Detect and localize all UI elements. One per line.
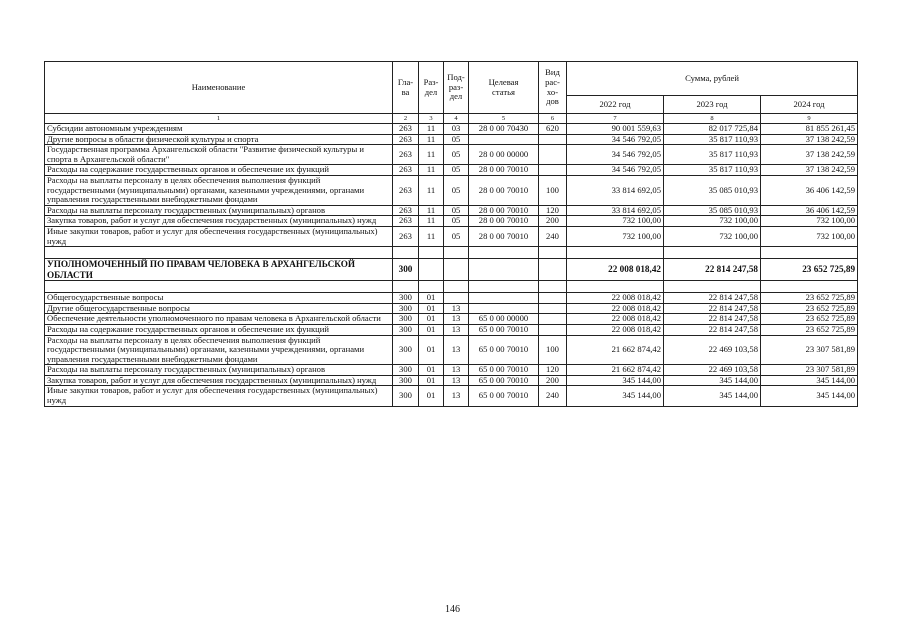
column-number-row: [45, 114, 858, 124]
row-expense-type: 240: [539, 226, 567, 246]
row-name: Закупка товаров, работ и услуг для обеспечения государственных (муниципальных) нужд: [45, 216, 393, 227]
row-glava: 263: [393, 145, 419, 165]
table-row: [45, 259, 858, 281]
row-target-article: [469, 247, 539, 259]
row-podrazdel: 13: [444, 324, 469, 335]
row-glava: 300: [393, 314, 419, 325]
row-podrazdel: 05: [444, 165, 469, 176]
row-podrazdel: [444, 259, 469, 281]
row-razdel: [419, 247, 444, 259]
row-sum-2024: [761, 247, 858, 259]
row-target-article: 65 0 00 70010: [469, 365, 539, 376]
row-target-article: 28 0 00 70010: [469, 205, 539, 216]
row-sum-2023: 35 817 110,93: [664, 165, 761, 176]
row-sum-2024: 37 138 242,59: [761, 165, 858, 176]
row-name: Расходы на выплаты персоналу государственных (муниципальных) органов: [45, 365, 393, 376]
row-sum-2024: 81 855 261,45: [761, 124, 858, 135]
row-name: Расходы на выплаты персоналу в целях обеспечения выполнения функций государственными (муниципальными) органами, казенными учреждениями, органами управления государственными внебюджетными фондами: [45, 335, 393, 365]
row-sum-2023: [664, 247, 761, 259]
row-sum-2023: 732 100,00: [664, 216, 761, 227]
row-sum-2022: 732 100,00: [567, 226, 664, 246]
row-sum-2023: 22 469 103,58: [664, 365, 761, 376]
row-name: [45, 247, 393, 259]
row-target-article: 28 0 00 70010: [469, 216, 539, 227]
row-razdel: 11: [419, 124, 444, 135]
header-podrazdel: Под- раз- дел: [444, 62, 469, 114]
table-row: [45, 175, 858, 205]
row-sum-2023: 35 085 010,93: [664, 205, 761, 216]
row-target-article: 65 0 00 70010: [469, 375, 539, 386]
row-expense-type: 120: [539, 205, 567, 216]
row-sum-2024: 23 652 725,89: [761, 293, 858, 304]
column-number-cell: 9: [761, 114, 858, 124]
row-target-article: 65 0 00 70010: [469, 335, 539, 365]
row-target-article: 28 0 00 00000: [469, 145, 539, 165]
row-name: Расходы на содержание государственных органов и обеспечение их функций: [45, 165, 393, 176]
row-target-article: 65 0 00 70010: [469, 386, 539, 406]
row-sum-2022: [567, 281, 664, 293]
row-sum-2023: 732 100,00: [664, 226, 761, 246]
row-name: Расходы на выплаты персоналу государственных (муниципальных) органов: [45, 205, 393, 216]
row-glava: 300: [393, 386, 419, 406]
row-sum-2022: 22 008 018,42: [567, 293, 664, 304]
row-name: Иные закупки товаров, работ и услуг для обеспечения государственных (муниципальных) нужд: [45, 226, 393, 246]
row-podrazdel: 13: [444, 365, 469, 376]
row-expense-type: 100: [539, 175, 567, 205]
row-sum-2023: 22 814 247,58: [664, 314, 761, 325]
row-name: Государственная программа Архангельской области "Развитие физической культуры и спорта в Архангельской области": [45, 145, 393, 165]
row-sum-2023: 35 085 010,93: [664, 175, 761, 205]
row-razdel: 11: [419, 205, 444, 216]
row-target-article: 28 0 00 70010: [469, 175, 539, 205]
row-target-article: [469, 134, 539, 145]
row-glava: 300: [393, 375, 419, 386]
row-razdel: [419, 281, 444, 293]
header-glava: Гла- ва: [393, 62, 419, 114]
row-glava: 263: [393, 216, 419, 227]
row-sum-2023: 35 817 110,93: [664, 134, 761, 145]
row-expense-type: [539, 165, 567, 176]
row-glava: 263: [393, 175, 419, 205]
row-expense-type: [539, 145, 567, 165]
row-sum-2022: 21 662 874,42: [567, 365, 664, 376]
row-sum-2024: 37 138 242,59: [761, 145, 858, 165]
row-sum-2023: 82 017 725,84: [664, 124, 761, 135]
row-expense-type: 620: [539, 124, 567, 135]
row-glava: 300: [393, 335, 419, 365]
row-name: Расходы на содержание государственных органов и обеспечение их функций: [45, 324, 393, 335]
row-name: Субсидии автономным учреждениям: [45, 124, 393, 135]
row-target-article: 28 0 00 70430: [469, 124, 539, 135]
header-year-2024: 2024 год: [761, 96, 858, 114]
row-target-article: 65 0 00 70010: [469, 324, 539, 335]
row-sum-2022: 22 008 018,42: [567, 259, 664, 281]
table-row: [45, 314, 858, 325]
row-sum-2023: 345 144,00: [664, 375, 761, 386]
table-row: [45, 281, 858, 293]
row-podrazdel: 05: [444, 175, 469, 205]
header-year-2022: 2022 год: [567, 96, 664, 114]
row-glava: 263: [393, 226, 419, 246]
row-expense-type: [539, 293, 567, 304]
row-name: Закупка товаров, работ и услуг для обеспечения государственных (муниципальных) нужд: [45, 375, 393, 386]
table-row: [45, 247, 858, 259]
column-number-cell: 6: [539, 114, 567, 124]
row-podrazdel: 13: [444, 386, 469, 406]
row-sum-2024: 23 652 725,89: [761, 303, 858, 314]
row-sum-2024: 345 144,00: [761, 375, 858, 386]
row-glava: 263: [393, 205, 419, 216]
row-sum-2024: 23 307 581,89: [761, 365, 858, 376]
row-name: Иные закупки товаров, работ и услуг для обеспечения государственных (муниципальных) нужд: [45, 386, 393, 406]
row-podrazdel: 05: [444, 145, 469, 165]
row-razdel: 11: [419, 216, 444, 227]
row-razdel: 11: [419, 226, 444, 246]
row-sum-2022: 22 008 018,42: [567, 324, 664, 335]
row-razdel: 01: [419, 324, 444, 335]
budget-table: [44, 61, 858, 407]
row-podrazdel: 13: [444, 314, 469, 325]
row-sum-2023: 22 814 247,58: [664, 259, 761, 281]
row-glava: [393, 281, 419, 293]
row-glava: 300: [393, 365, 419, 376]
header-sum: Сумма, рублей: [567, 62, 858, 96]
row-sum-2023: 345 144,00: [664, 386, 761, 406]
column-number-cell: 1: [45, 114, 393, 124]
row-glava: 263: [393, 134, 419, 145]
row-razdel: 11: [419, 165, 444, 176]
row-name: Расходы на выплаты персоналу в целях обеспечения выполнения функций государственными (муниципальными) органами, казенными учреждениями, органами управления государственными внебюджетными фондами: [45, 175, 393, 205]
row-glava: 263: [393, 124, 419, 135]
row-sum-2024: [761, 281, 858, 293]
table-row: [45, 134, 858, 145]
row-sum-2022: 732 100,00: [567, 216, 664, 227]
row-razdel: 01: [419, 375, 444, 386]
row-podrazdel: 05: [444, 226, 469, 246]
table-row: [45, 226, 858, 246]
row-expense-type: [539, 303, 567, 314]
row-sum-2022: 34 546 792,05: [567, 134, 664, 145]
row-name: Другие вопросы в области физической культуры и спорта: [45, 134, 393, 145]
column-number-cell: 3: [419, 114, 444, 124]
row-sum-2022: 22 008 018,42: [567, 314, 664, 325]
row-sum-2023: [664, 281, 761, 293]
row-glava: 300: [393, 293, 419, 304]
row-razdel: 01: [419, 335, 444, 365]
row-podrazdel: [444, 247, 469, 259]
row-glava: 300: [393, 324, 419, 335]
page-number: 146: [445, 604, 460, 615]
table-row: [45, 216, 858, 227]
row-razdel: 01: [419, 293, 444, 304]
row-razdel: 01: [419, 303, 444, 314]
row-podrazdel: [444, 293, 469, 304]
row-sum-2023: 22 814 247,58: [664, 324, 761, 335]
row-sum-2024: 23 307 581,89: [761, 335, 858, 365]
row-sum-2024: 37 138 242,59: [761, 134, 858, 145]
row-name: Общегосударственные вопросы: [45, 293, 393, 304]
row-podrazdel: 05: [444, 216, 469, 227]
row-sum-2024: 23 652 725,89: [761, 259, 858, 281]
row-target-article: [469, 281, 539, 293]
row-name: УПОЛНОМОЧЕННЫЙ ПО ПРАВАМ ЧЕЛОВЕКА В АРХАНГЕЛЬСКОЙ ОБЛАСТИ: [45, 259, 393, 281]
row-sum-2023: 22 469 103,58: [664, 335, 761, 365]
row-expense-type: 200: [539, 375, 567, 386]
row-name: [45, 281, 393, 293]
row-podrazdel: 13: [444, 335, 469, 365]
row-expense-type: [539, 281, 567, 293]
row-expense-type: 120: [539, 365, 567, 376]
row-sum-2022: 33 814 692,05: [567, 205, 664, 216]
column-number-cell: 2: [393, 114, 419, 124]
header-name: Наименование: [45, 62, 393, 114]
column-number-cell: 7: [567, 114, 664, 124]
row-sum-2024: 36 406 142,59: [761, 205, 858, 216]
row-target-article: [469, 259, 539, 281]
budget-table-sheet: [44, 61, 857, 407]
row-expense-type: 240: [539, 386, 567, 406]
row-glava: 263: [393, 165, 419, 176]
row-sum-2022: 34 546 792,05: [567, 145, 664, 165]
row-target-article: [469, 293, 539, 304]
row-expense-type: [539, 314, 567, 325]
table-row: [45, 205, 858, 216]
row-podrazdel: 03: [444, 124, 469, 135]
row-sum-2024: 345 144,00: [761, 386, 858, 406]
row-podrazdel: 05: [444, 205, 469, 216]
row-target-article: 28 0 00 70010: [469, 226, 539, 246]
column-number-cell: 4: [444, 114, 469, 124]
row-sum-2022: 90 001 559,63: [567, 124, 664, 135]
table-body: [45, 124, 858, 407]
row-podrazdel: 13: [444, 303, 469, 314]
table-row: [45, 303, 858, 314]
row-expense-type: [539, 247, 567, 259]
row-sum-2022: 22 008 018,42: [567, 303, 664, 314]
row-podrazdel: 05: [444, 134, 469, 145]
row-expense-type: 200: [539, 216, 567, 227]
row-sum-2024: 36 406 142,59: [761, 175, 858, 205]
row-podrazdel: 13: [444, 375, 469, 386]
column-number-cell: 8: [664, 114, 761, 124]
table-row: [45, 165, 858, 176]
row-expense-type: [539, 324, 567, 335]
header-expense-type: Вид рас- хо- дов: [539, 62, 567, 114]
row-expense-type: [539, 134, 567, 145]
table-row: [45, 324, 858, 335]
row-sum-2023: 35 817 110,93: [664, 145, 761, 165]
table-row: [45, 386, 858, 406]
row-name: Обеспечение деятельности уполномоченного по правам человека в Архангельской области: [45, 314, 393, 325]
row-target-article: 65 0 00 00000: [469, 314, 539, 325]
row-razdel: [419, 259, 444, 281]
row-sum-2024: 23 652 725,89: [761, 324, 858, 335]
row-sum-2022: 345 144,00: [567, 375, 664, 386]
row-sum-2022: 345 144,00: [567, 386, 664, 406]
row-sum-2022: 33 814 692,05: [567, 175, 664, 205]
row-razdel: 11: [419, 145, 444, 165]
header-razdel: Раз- дел: [419, 62, 444, 114]
row-glava: [393, 247, 419, 259]
row-glava: 300: [393, 303, 419, 314]
row-expense-type: [539, 259, 567, 281]
table-row: [45, 124, 858, 135]
row-name: Другие общегосударственные вопросы: [45, 303, 393, 314]
row-sum-2023: 22 814 247,58: [664, 293, 761, 304]
row-razdel: 11: [419, 175, 444, 205]
row-razdel: 01: [419, 314, 444, 325]
row-podrazdel: [444, 281, 469, 293]
header-year-2023: 2023 год: [664, 96, 761, 114]
row-sum-2024: 23 652 725,89: [761, 314, 858, 325]
header-target-article: Целевая статья: [469, 62, 539, 114]
row-razdel: 01: [419, 365, 444, 376]
row-sum-2022: 21 662 874,42: [567, 335, 664, 365]
row-expense-type: 100: [539, 335, 567, 365]
row-sum-2022: 34 546 792,05: [567, 165, 664, 176]
row-razdel: 01: [419, 386, 444, 406]
row-target-article: [469, 303, 539, 314]
row-sum-2023: 22 814 247,58: [664, 303, 761, 314]
table-row: [45, 365, 858, 376]
row-razdel: 11: [419, 134, 444, 145]
table-row: [45, 293, 858, 304]
column-number-cell: 5: [469, 114, 539, 124]
row-sum-2024: 732 100,00: [761, 216, 858, 227]
table-row: [45, 375, 858, 386]
row-target-article: 28 0 00 70010: [469, 165, 539, 176]
table-row: [45, 145, 858, 165]
row-sum-2022: [567, 247, 664, 259]
table-row: [45, 335, 858, 365]
row-glava: 300: [393, 259, 419, 281]
row-sum-2024: 732 100,00: [761, 226, 858, 246]
